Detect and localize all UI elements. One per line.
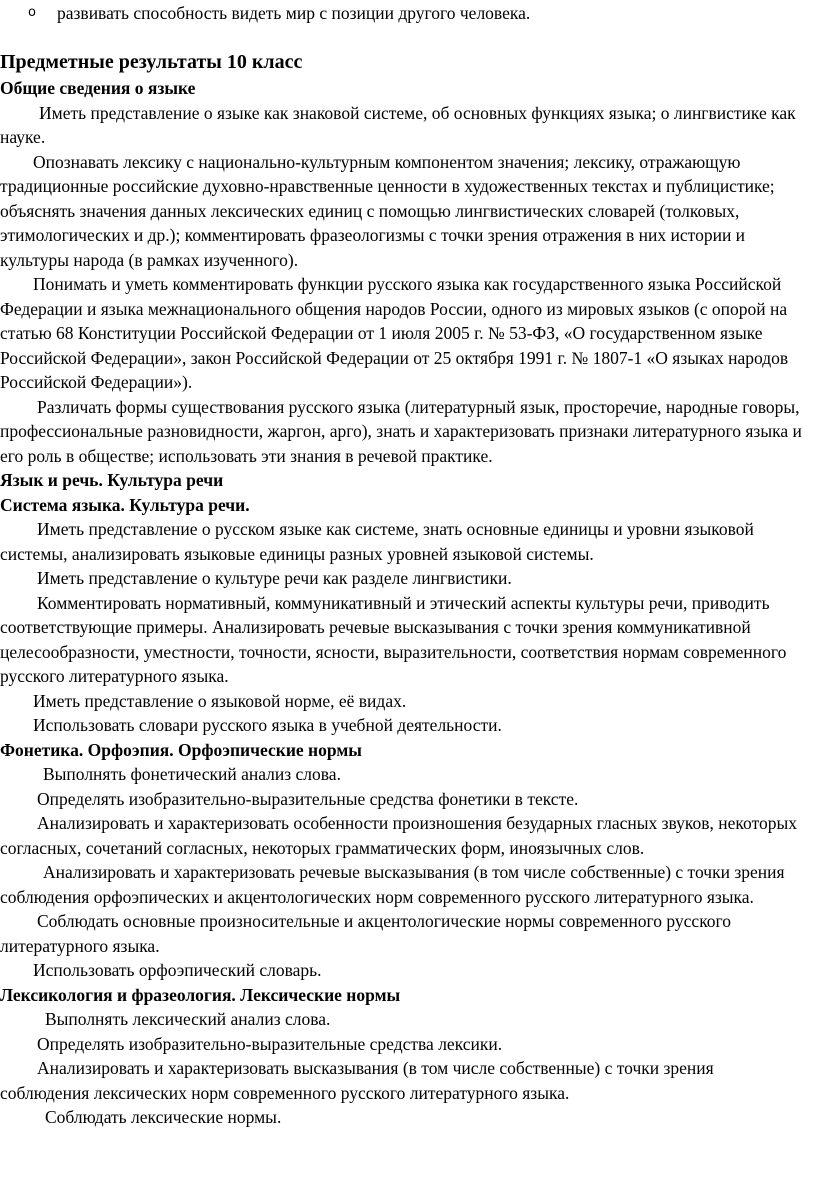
section-heading-lexicology: Лексикология и фразеология. Лексические нормы <box>0 984 401 1005</box>
document-title: Предметные результаты 10 класс <box>0 51 303 73</box>
paragraph: Иметь представление о языковой норме, её видах. <box>33 690 407 711</box>
paragraph: Использовать орфоэпический словарь. <box>33 960 322 980</box>
bullet-marker: o <box>28 5 36 20</box>
paragraph: Иметь представление о русском языке как системе, знать основные единицы и уровни языковой системы, анализировать языковые единицы разных уровней языковой системы. <box>0 519 754 564</box>
document-content <box>0 48 806 1130</box>
paragraph: Понимать и уметь комментировать функции русского языка как государственного языка Российской Федерации и языка межнационального общения народов России, одного из мировых языков (с опорой на статью 68 Конституции Российской Федерации от 1 июля 2005 г. № 53-ФЗ, «О государственном языке Российской Федерации», закон Российской Федерации от 25 октября 1991 г. № 1807-1 «О языках народов Российской Федерации»). <box>0 274 789 392</box>
paragraph: Опознавать лексику с национально-культурным компонентом значения; лексику, отражающую традиционные российские духовно-нравственные ценности в художественных текстах и публицистике; объяснять значения данных лексических единиц с помощью лингвистических словарей (толковых, этимологических и др.); комментировать фразеологизмы с точки зрения отражения в них истории и культуры народа (в рамках изученного). <box>0 151 775 270</box>
section-heading-speech: Язык и речь. Культура речи <box>0 470 224 490</box>
paragraph: Иметь представление о культуре речи как разделе лингвистики. <box>37 568 512 588</box>
paragraph: Анализировать и характеризовать особенности произношения безударных гласных звуков, некоторых согласных, сочетаний согласных, некоторых грамматических форм, иноязычных слов. <box>0 813 797 858</box>
paragraph: Комментировать нормативный, коммуникативный и этический аспекты культуры речи, приводить соответствующие примеры. Анализировать речевые высказывания с точки зрения коммуникативной целесообразности, уместности, точности, ясности, выразительности, соответствия нормам современного русского литературного языка. <box>0 592 787 686</box>
paragraph: Определять изобразительно-выразительные средства лексики. <box>37 1033 503 1054</box>
paragraph: Анализировать и характеризовать речевые высказывания (в том числе собственные) с точки зрения соблюдения орфоэпических и акцентологических норм современного русского литературного языка. <box>0 862 785 907</box>
paragraph: Анализировать и характеризовать высказывания (в том числе собственные) с точки зрения соблюдения лексических норм современного русского литературного языка. <box>0 1058 714 1103</box>
paragraph: Различать формы существования русского языка (литературный язык, просторечие, народные говоры, профессиональные разновидности, жаргон, арго), знать и характеризовать признаки литературного языка и его роль в обществе; использовать эти знания в речевой практике. <box>0 396 802 466</box>
paragraph: Иметь представление о языке как знаковой системе, об основных функциях языка; о лингвистике как науке. <box>0 102 796 147</box>
paragraph: Соблюдать основные произносительные и акцентологические нормы современного русского литературного языка. <box>0 911 732 956</box>
section-heading-phonetics: Фонетика. Орфоэпия. Орфоэпические нормы <box>0 739 362 760</box>
section-heading-general: Общие сведения о языке <box>0 78 196 98</box>
paragraph: Использовать словари русского языка в учебной деятельности. <box>33 715 502 735</box>
bullet-text: развивать способность видеть мир с позиции другого человека. <box>57 3 531 23</box>
paragraph: Выполнять лексический анализ слова. <box>45 1009 331 1029</box>
paragraph: Определять изобразительно-выразительные средства фонетики в тексте. <box>37 788 579 809</box>
paragraph: Выполнять фонетический анализ слова. <box>43 764 341 784</box>
paragraph: Соблюдать лексические нормы. <box>45 1107 282 1127</box>
section-subheading-language-system: Система языка. Культура речи. <box>0 494 250 515</box>
bullet-list-item <box>0 0 816 26</box>
